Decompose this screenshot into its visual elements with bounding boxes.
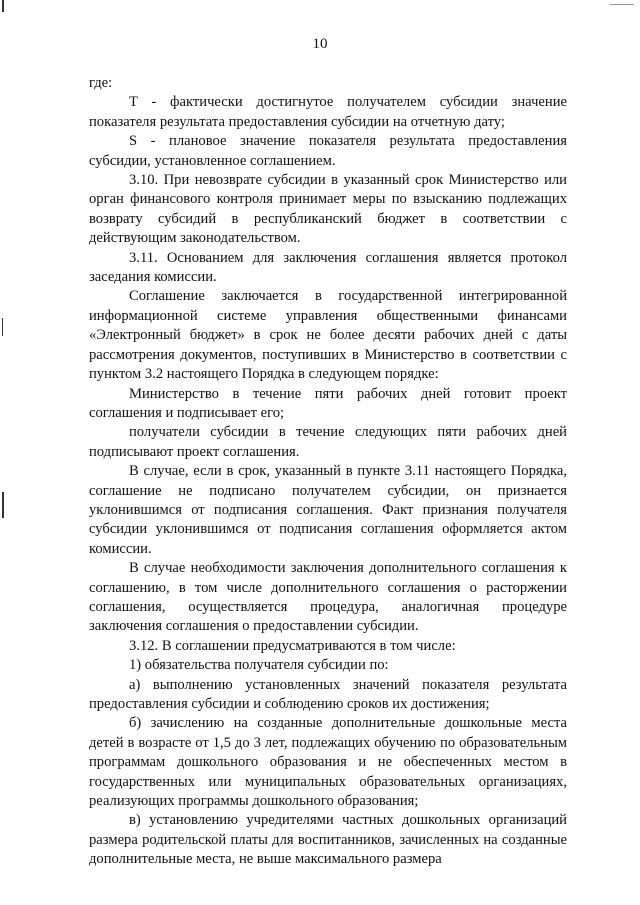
paragraph: В случае необходимости заключения дополнительного соглашения к соглашению, в том числе дополнительного соглашения о расторжении соглашения, осуществляется процедура, аналогичная процедуре заключения соглашения о предоставлении субсидии. (89, 560, 567, 635)
paragraph: где: (89, 75, 113, 91)
paragraph: Министерство в течение пяти рабочих дней готовит проект соглашения и подписывает его; (89, 385, 567, 421)
page-number: 10 (312, 36, 328, 52)
paragraph: получатели субсидии в течение следующих пяти рабочих дней подписывают проект соглашения. (89, 424, 567, 460)
paragraph: В случае, если в срок, указанный в пункте 3.11 настоящего Порядка, соглашение не подписано получателем субсидии, он признается уклонившимся от подписания соглашения. Факт признания получателя субсидии уклонившимся от подписания соглашения оформляется актом комиссии. (89, 463, 567, 557)
paragraph: T - фактически достигнутое получателем субсидии значение показателя результата предоставления субсидии на отчетную дату; (89, 94, 567, 130)
paragraph: в) установлению учредителями частных дошкольных организаций размера родительской платы для воспитанников, зачисленных на созданные дополнительные места, не выше максимального размера (89, 812, 567, 868)
document-body (89, 74, 567, 870)
paragraph: 3.10. При невозврате субсидии в указанный срок Министерство или орган финансового контроля принимает меры по взысканию подлежащих возврату субсидий в республиканский бюджет в соответствии с действующим законодательством. (89, 172, 567, 247)
paragraph: а) выполнению установленных значений показателя результата предоставления субсидии и соблюдению сроков их достижения; (89, 676, 567, 712)
paragraph: Соглашение заключается в государственной интегрированной информационной системе управления общественными финансами «Электронный бюджет» в срок не более десяти рабочих дней с даты рассмотрения документов, поступивших в Министерство в соответствии с пунктом 3.2 настоящего Порядка в следующем порядке: (89, 288, 567, 383)
paragraph: 3.12. В соглашении предусматриваются в том числе: (129, 637, 456, 654)
paragraph: 3.11. Основанием для заключения соглашения является протокол заседания комиссии. (89, 249, 567, 286)
paragraph: 1) обязательства получателя субсидии по: (129, 657, 389, 674)
paragraph: б) зачислению на созданные дополнительные дошкольные места детей в возрасте от 1,5 до 3 лет, подлежащих обучению по образовательным программам дошкольного образования и не обеспеченных местом в государственных или муниципальных образовательных организациях, реализующих программы дошкольного образования; (89, 715, 567, 810)
scan-artifact (610, 4, 634, 5)
paragraph: S - плановое значение показателя результата предоставления субсидии, установленное соглашением. (89, 133, 567, 169)
scan-artifact (2, 492, 4, 518)
scan-artifact (2, 318, 3, 336)
scan-artifact (2, 0, 4, 12)
